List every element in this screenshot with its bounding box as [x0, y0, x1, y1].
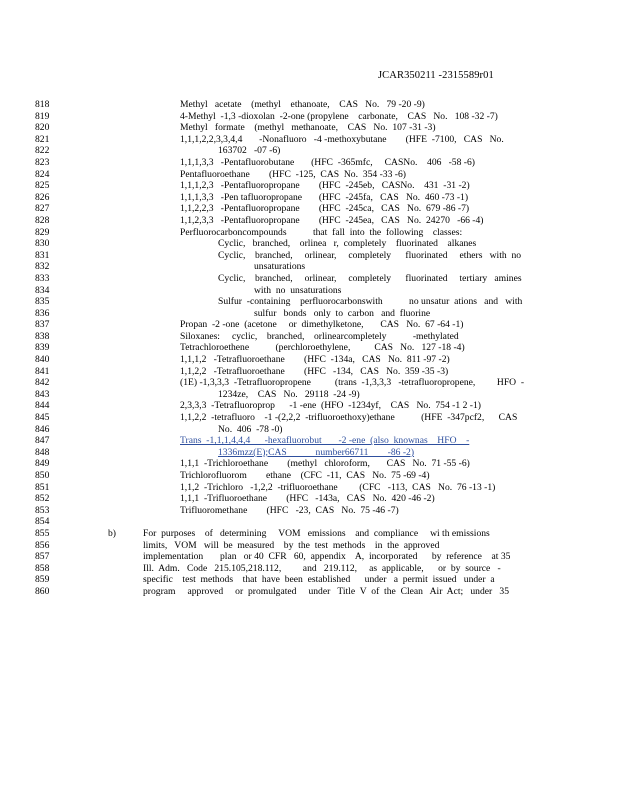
line-text: Siloxanes: cyclic, branched, orlinearcompletely -methylated: [180, 330, 459, 342]
line-number: 827: [35, 203, 50, 215]
line-text: 2,3,3,3 -Tetrafluoroprop -1 -ene (HFO -1234yf, CAS No. 754 -1 2 -1): [180, 400, 481, 412]
line-number: 818: [35, 99, 50, 110]
line-number: 846: [35, 423, 50, 435]
line-number: 824: [35, 168, 50, 180]
line-number: 831: [35, 249, 50, 261]
line-text: No. 406 -78 -0): [218, 423, 283, 435]
document-line: [0, 493, 618, 505]
document-line: [0, 424, 618, 436]
document-body: [0, 99, 618, 598]
line-number: 855: [35, 527, 50, 539]
document-line: [0, 458, 618, 470]
document-line: [0, 505, 618, 517]
line-text: Propan -2 -one (acetone or dimethylketone, CAS No. 67 -64 -1): [180, 319, 464, 331]
line-text: Pentafluoroethane (HFC -125, CAS No. 354 -33 -6): [180, 168, 406, 180]
inserted-line-text: 1336mzz(E);CAS number66711 -86 -2): [218, 446, 415, 458]
line-text: sulfur bonds only to carbon and fluorine: [254, 307, 431, 319]
document-line: [0, 192, 618, 204]
line-number: 838: [35, 330, 50, 342]
line-number: 845: [35, 412, 50, 424]
line-number: 832: [35, 261, 50, 273]
line-text: limits, VOM will be measured by the test methods in the approved: [143, 539, 440, 551]
line-text: Sulfur -containing perfluorocarbonswith no unsatur ations and with: [218, 296, 523, 308]
document-line: [0, 354, 618, 366]
line-number: 841: [35, 365, 50, 377]
line-number: 834: [35, 284, 50, 296]
line-number: 854: [35, 516, 50, 528]
line-number: 830: [35, 238, 50, 250]
line-text: 1,1,2,3,3 -Pentafluoropropane (HFC -245ea, CAS No. 24270 -66 -4): [180, 214, 484, 226]
document-line: [0, 528, 618, 540]
document-line: [0, 227, 618, 239]
document-line: [0, 331, 618, 343]
document-line: [0, 273, 618, 285]
line-number: 823: [35, 156, 50, 168]
line-number: 839: [35, 342, 50, 354]
line-number: 860: [35, 585, 50, 597]
line-number: 848: [35, 446, 50, 458]
document-line: [0, 99, 618, 111]
line-number: 820: [35, 122, 50, 134]
line-number: 836: [35, 307, 50, 319]
line-text: 163702 -07 -6): [218, 145, 281, 157]
line-text: Ill. Adm. Code 215.105,218.112, and 219.112, as applicable, or by source -: [143, 562, 501, 574]
line-number: 856: [35, 539, 50, 551]
line-text: 1,1,2 -Trichloro -1,2,2 -trifluoroethane (CFC -113, CAS No. 76 -13 -1): [180, 481, 496, 493]
line-number: 847: [35, 435, 50, 447]
document-line: [0, 366, 618, 378]
line-text: Trifluoromethane (HFC -23, CAS No. 75 -46 -7): [180, 504, 399, 516]
document-line: [0, 400, 618, 412]
document-line: [0, 134, 618, 146]
line-text: 4-Methyl -1,3 -dioxolan -2-one (propylene carbonate, CAS No. 108 -32 -7): [180, 110, 498, 122]
line-number: 842: [35, 377, 50, 389]
document-line: [0, 551, 618, 563]
document-line: [0, 516, 618, 528]
line-number: 819: [35, 110, 50, 122]
line-number: 849: [35, 458, 50, 470]
line-number: 825: [35, 180, 50, 192]
document-line: [0, 261, 618, 273]
document-line: [0, 308, 618, 320]
line-text: 1,1,1,2,3 -Pentafluoropropane (HFC -245eb, CASNo. 431 -31 -2): [180, 180, 470, 192]
document-line: [0, 180, 618, 192]
line-number: 822: [35, 145, 50, 157]
line-number: 833: [35, 272, 50, 284]
line-number: 859: [35, 574, 50, 586]
document-line: [0, 435, 618, 447]
document-line: [0, 563, 618, 575]
line-number: 844: [35, 400, 50, 412]
line-text: 1,1,2,2 -Tetrafluoroethane (HFC -134, CAS No. 359 -35 -3): [180, 365, 449, 377]
line-text: Methyl formate (methyl methanoate, CAS No. 107 -31 -3): [180, 122, 436, 134]
subsection-marker: b): [108, 527, 116, 539]
document-line: [0, 412, 618, 424]
document-line: [0, 389, 618, 401]
line-text: Tetrachloroethene (perchloroethylene, CAS No. 127 -18 -4): [180, 342, 465, 354]
line-text: Cyclic, branched, orlinea r, completely fluorinated alkanes: [218, 238, 477, 250]
line-number: 835: [35, 296, 50, 308]
line-text: Methyl acetate (methyl ethanoate, CAS No. 79 -20 -9): [180, 99, 425, 110]
line-number: 852: [35, 493, 50, 505]
line-text: (1E) -1,3,3,3 -Tetrafluoropropene (trans -1,3,3,3 -tetrafluoropropene, HFO -: [180, 377, 525, 389]
line-text: 1,1,1,2,2,3,3,4,4 -Nonafluoro -4 -methoxybutane (HFE -7100, CAS No.: [180, 133, 504, 145]
line-number: 853: [35, 504, 50, 516]
line-text: Cyclic, branched, orlinear, completely fluorinated ethers with no: [218, 249, 522, 261]
line-number: 837: [35, 319, 50, 331]
document-line: [0, 122, 618, 134]
inserted-line-text: Trans -1,1,1,4,4,4 -hexafluorobut -2 -ene (also knownas HFO -: [180, 435, 470, 447]
line-text: 1234ze, CAS No. 29118 -24 -9): [218, 388, 360, 400]
line-text: program approved or promulgated under Title V of the Clean Air Act; under 35: [143, 585, 510, 597]
line-text: implementation plan or 40 CFR 60, appendix A, incorporated by reference at 35: [143, 551, 511, 563]
document-line: [0, 540, 618, 552]
document-line: [0, 145, 618, 157]
document-line: [0, 157, 618, 169]
document-line: [0, 586, 618, 598]
line-text: 1,1,2,2 -tetrafluoro -1 -(2,2,2 -trifluoroethoxy)ethane (HFE -347pcf2, CAS: [180, 412, 518, 424]
document-line: [0, 296, 618, 308]
line-text: 1,1,1,2 -Tetrafluoroethane (HFC -134a, CAS No. 811 -97 -2): [180, 354, 450, 366]
line-number: 821: [35, 133, 50, 145]
document-line: [0, 574, 618, 586]
line-number: 840: [35, 354, 50, 366]
line-text: 1,1,1 -Trichloroethane (methyl chloroform, CAS No. 71 -55 -6): [180, 458, 470, 470]
line-number: 829: [35, 226, 50, 238]
document-line: [0, 377, 618, 389]
line-text: Perfluorocarboncompounds that fall into the following classes:: [180, 226, 463, 238]
line-number: 851: [35, 481, 50, 493]
line-text: 1,1,1 -Trifluoroethane (HFC -143a, CAS No. 420 -46 -2): [180, 493, 435, 505]
document-line: [0, 342, 618, 354]
document-line: [0, 250, 618, 262]
document-line: [0, 238, 618, 250]
line-text: 1,1,2,2,3 -Pentafluoropropane (HFC -245ca, CAS No. 679 -86 -7): [180, 203, 470, 215]
document-line: [0, 285, 618, 297]
line-number: 826: [35, 191, 50, 203]
line-text: 1,1,1,3,3 -Pentafluorobutane (HFC -365mfc, CASNo. 406 -58 -6): [180, 156, 475, 168]
document-line: [0, 169, 618, 181]
document-line: [0, 203, 618, 215]
document-line: [0, 319, 618, 331]
line-number: 858: [35, 562, 50, 574]
line-text: Cyclic, branched, orlinear, completely fluorinated tertiary amines: [218, 272, 522, 284]
line-text: Trichlorofluorom ethane (CFC -11, CAS No. 75 -69 -4): [180, 470, 430, 481]
line-number: 857: [35, 551, 50, 563]
line-number: 828: [35, 214, 50, 226]
document-line: [0, 215, 618, 227]
document-line: [0, 111, 618, 123]
line-text: unsaturations: [254, 261, 306, 273]
document-line: [0, 470, 618, 482]
line-text: 1,1,1,3,3 -Pen tafluoropropane (HFC -245fa, CAS No. 460 -73 -1): [180, 191, 469, 203]
document-line: [0, 482, 618, 494]
line-text: specific test methods that have been established under a permit issued under a: [143, 574, 495, 586]
line-number: 850: [35, 470, 50, 481]
line-number: 843: [35, 388, 50, 400]
document-line: [0, 447, 618, 459]
line-text: For purposes of determining VOM emissions and compliance wi th emissions: [143, 527, 490, 539]
document-id-header: JCAR350211 -2315589r01: [378, 70, 494, 81]
line-text: with no unsaturations: [254, 284, 342, 296]
